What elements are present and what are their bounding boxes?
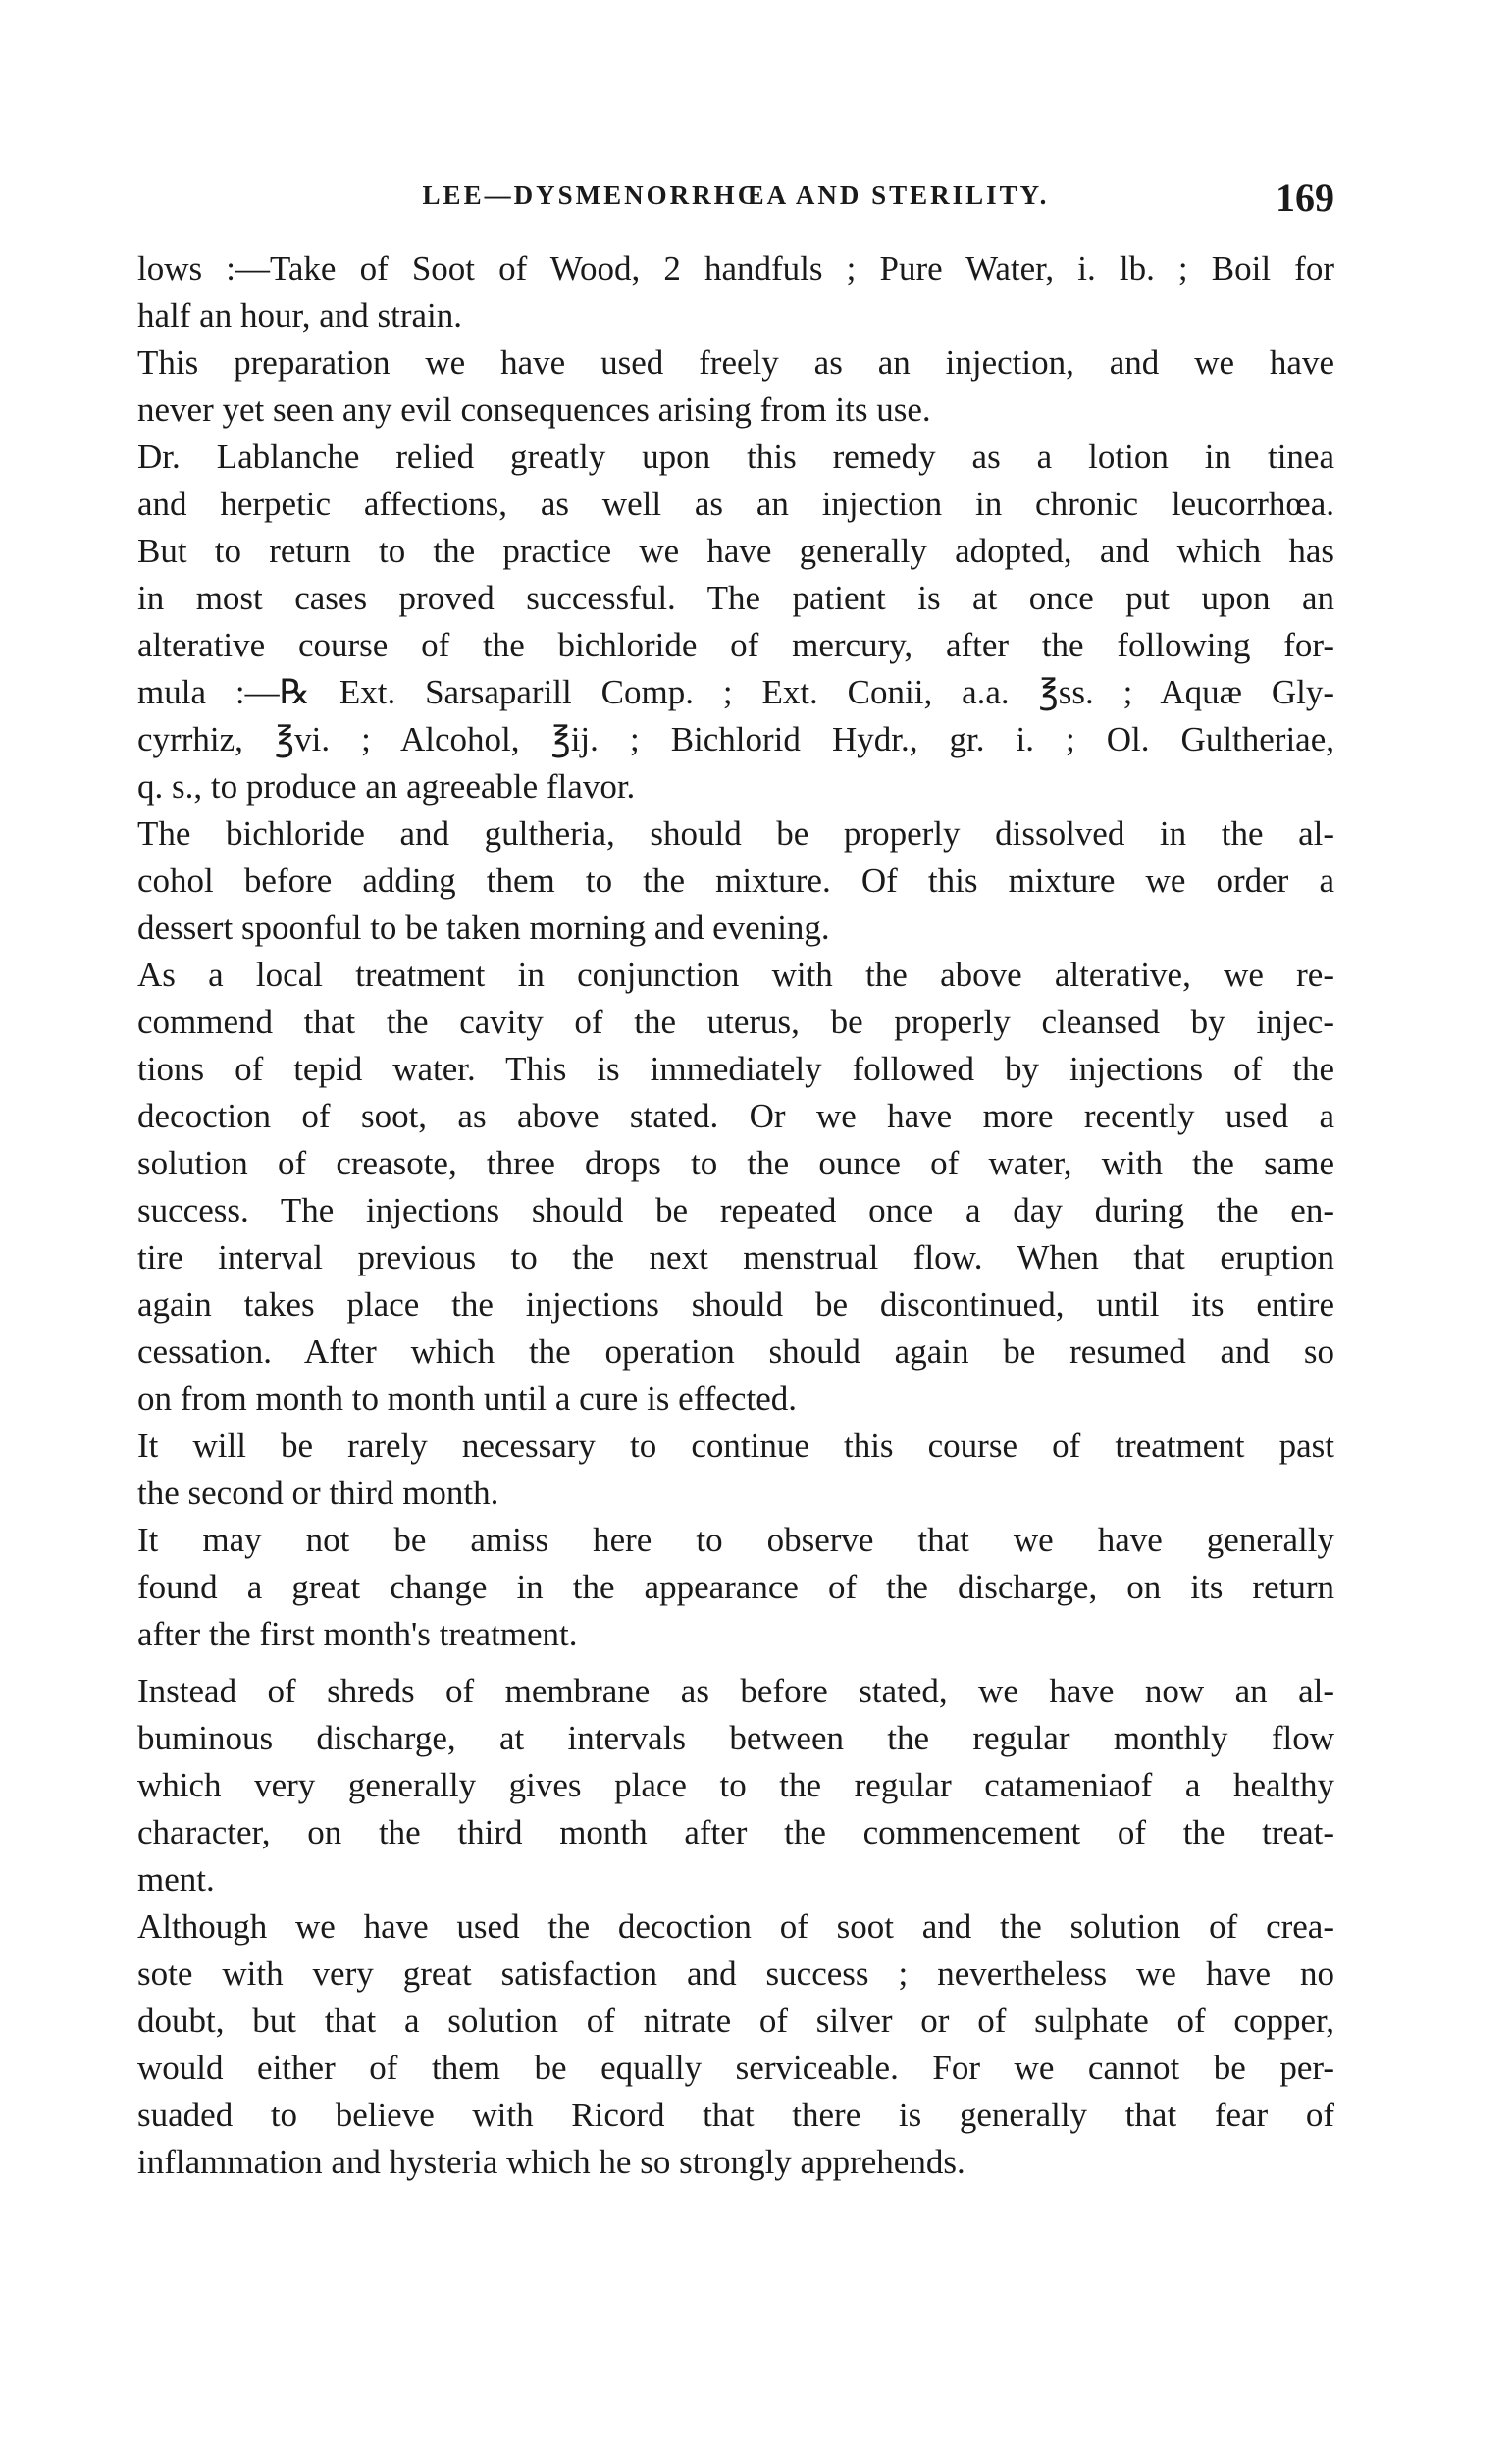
text-line: and herpetic affections, as well as an injection in chronic leucorrhœa. [137, 485, 1334, 523]
text-line: tire interval previous to the next menstrual flow. When that eruption [137, 1238, 1334, 1276]
text-line: never yet seen any evil consequences arising from its use. [137, 390, 931, 429]
text-line: But to return to the practice we have generally adopted, and which has [137, 532, 1334, 570]
text-line: success. The injections should be repeated once a day during the en- [137, 1191, 1334, 1229]
body-text [137, 245, 1334, 2186]
text-line: commend that the cavity of the uterus, be properly cleansed by injec- [137, 1003, 1334, 1041]
text-line: cyrrhiz, ℥vi. ; Alcohol, ℥ij. ; Bichlorid Hydr., gr. i. ; Ol. Gultheriae, [137, 720, 1334, 758]
text-line: inflammation and hysteria which he so strongly apprehends. [137, 2143, 965, 2181]
text-line: q. s., to produce an agreeable flavor. [137, 767, 636, 806]
text-line: sote with very great satisfaction and success ; nevertheless we have no [137, 1954, 1334, 1993]
text-line: which very generally gives place to the regular catameniaof a healthy [137, 1766, 1334, 1804]
text-line: alterative course of the bichloride of mercury, after the following for- [137, 626, 1334, 664]
text-line: character, on the third month after the commencement of the treat- [137, 1813, 1334, 1851]
text-line: buminous discharge, at intervals between the regular monthly flow [137, 1719, 1334, 1757]
text-line: half an hour, and strain. [137, 296, 462, 335]
text-line: The bichloride and gultheria, should be properly dissolved in the al- [137, 814, 1334, 853]
text-line: would either of them be equally serviceable. For we cannot be per- [137, 2049, 1334, 2087]
text-line: ment. [137, 1860, 215, 1899]
text-line: dessert spoonful to be taken morning and evening. [137, 909, 830, 947]
paragraph-gap [137, 1658, 1334, 1668]
text-line: again takes place the injections should be discontinued, until its entire [137, 1285, 1334, 1324]
running-head [137, 175, 1334, 222]
text-line: Dr. Lablanche relied greatly upon this remedy as a lotion in tinea [137, 438, 1334, 476]
text-line: cessation. After which the operation should again be resumed and so [137, 1332, 1334, 1371]
text-line: It may not be amiss here to observe that we have generally [137, 1521, 1334, 1559]
text-line: cohol before adding them to the mixture. Of this mixture we order a [137, 861, 1334, 900]
text-line: on from month to month until a cure is effected. [137, 1379, 797, 1418]
running-title: LEE—DYSMENORRHŒA AND STERILITY. [422, 181, 1050, 210]
text-line: the second or third month. [137, 1474, 499, 1512]
page-number: 169 [1276, 176, 1334, 220]
text-line: doubt, but that a solution of nitrate of silver or of sulphate of copper, [137, 2002, 1334, 2040]
text-line: Instead of shreds of membrane as before stated, we have now an al- [137, 1672, 1334, 1710]
text-line: in most cases proved successful. The patient is at once put upon an [137, 579, 1334, 617]
text-line: suaded to believe with Ricord that there is generally that fear of [137, 2096, 1334, 2134]
text-line: As a local treatment in conjunction with the above alterative, we re- [137, 956, 1334, 994]
text-line: Although we have used the decoction of soot and the solution of crea- [137, 1907, 1334, 1946]
text-line: mula :—℞ Ext. Sarsaparill Comp. ; Ext. Conii, a.a. ℥ss. ; Aquæ Gly- [137, 673, 1334, 711]
text-line: solution of creasote, three drops to the ounce of water, with the same [137, 1144, 1334, 1182]
text-line: lows :—Take of Soot of Wood, 2 handfuls ; Pure Water, i. lb. ; Boil for [137, 249, 1334, 287]
text-line: after the first month's treatment. [137, 1615, 578, 1653]
text-line: tions of tepid water. This is immediately followed by injections of the [137, 1050, 1334, 1088]
text-line: found a great change in the appearance of the discharge, on its return [137, 1568, 1334, 1606]
text-line: It will be rarely necessary to continue this course of treatment past [137, 1427, 1334, 1465]
text-line: This preparation we have used freely as an injection, and we have [137, 343, 1334, 382]
text-line: decoction of soot, as above stated. Or we have more recently used a [137, 1097, 1334, 1135]
